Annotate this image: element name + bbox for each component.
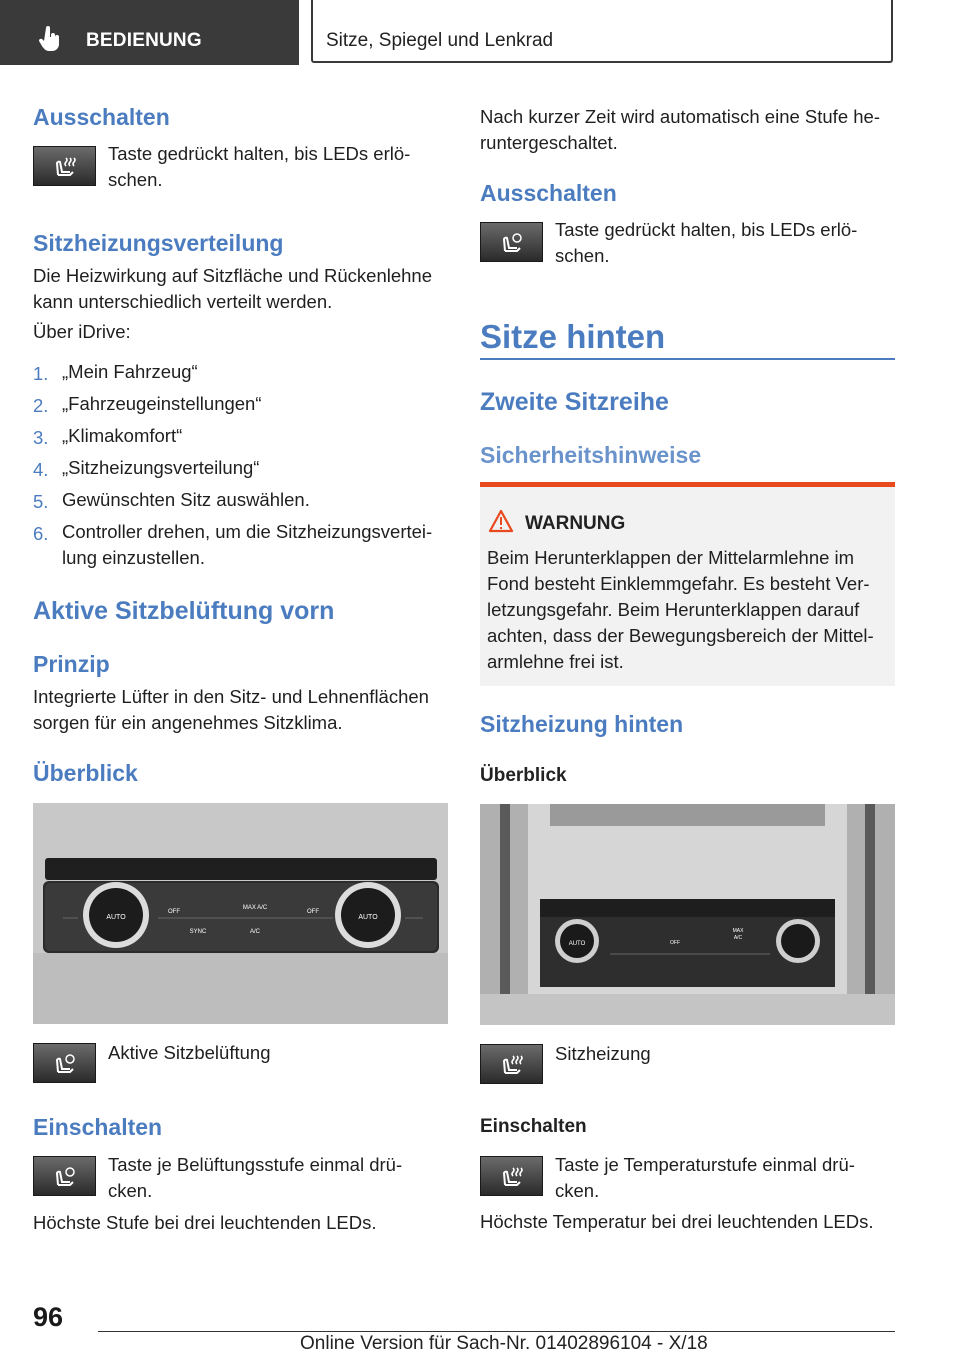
text-line: Controller drehen, um die Sitzheizungsvertei- bbox=[62, 521, 433, 542]
auto-label: AUTO bbox=[568, 941, 586, 947]
seat-heating-button bbox=[480, 1156, 543, 1196]
seat-ventilation-button bbox=[33, 1043, 96, 1083]
warning-text bbox=[487, 545, 892, 675]
text-line: Nach kurzer Zeit wird automatisch eine Stufe he- bbox=[480, 106, 880, 127]
step-text: „Klimakomfort“ bbox=[62, 425, 183, 446]
text-line: armlehne frei ist. bbox=[487, 651, 624, 672]
ausschalten-text bbox=[555, 217, 895, 269]
seat-heat-icon bbox=[52, 155, 78, 179]
seat-heat-icon bbox=[499, 1053, 525, 1077]
step-number: 3. bbox=[33, 427, 49, 448]
heading-ueberblick: Überblick bbox=[33, 760, 138, 786]
off-label: OFF bbox=[307, 909, 319, 915]
text-line: Taste je Belüftungsstufe einmal drü- bbox=[108, 1154, 403, 1175]
seat-heat-icon bbox=[499, 1165, 525, 1189]
rear-panel-illustration bbox=[480, 804, 895, 1025]
text-line: Die Heizwirkung auf Sitzfläche und Rückenlehne bbox=[33, 265, 432, 286]
heading-ausschalten: Ausschalten bbox=[480, 180, 617, 206]
step-number: 4. bbox=[33, 459, 49, 480]
heading-einschalten: Einschalten bbox=[33, 1114, 163, 1140]
page-number: 96 bbox=[33, 1302, 64, 1332]
climate-panel-illustration bbox=[33, 803, 448, 1024]
heading-sicherheitshinweise: Sicherheitshinweise bbox=[480, 442, 702, 468]
auto-label: AUTO bbox=[106, 914, 126, 921]
step-number: 2. bbox=[33, 395, 49, 416]
subheading-einschalten: Einschalten bbox=[480, 1116, 587, 1137]
text-line: sorgen für ein angenehmes Sitzklima. bbox=[33, 712, 343, 733]
seat-ventilation-icon bbox=[52, 1052, 78, 1076]
step-text: Gewünschten Sitz auswählen. bbox=[62, 489, 310, 510]
front-climate-photo bbox=[33, 803, 448, 1024]
seat-ventilation-button bbox=[33, 1156, 96, 1196]
maxac-label: MAX A/C bbox=[242, 905, 268, 911]
off-label: OFF bbox=[670, 940, 680, 946]
step-number: 5. bbox=[33, 491, 49, 512]
heading-sitzheizung-hinten: Sitzheizung hinten bbox=[480, 711, 684, 737]
section-tab bbox=[0, 0, 299, 65]
seat-ventilation-icon bbox=[499, 231, 525, 255]
hand-pointer-icon bbox=[38, 26, 62, 52]
max-label: MAX bbox=[732, 928, 744, 934]
subheading-ueberblick: Überblick bbox=[480, 765, 567, 786]
idrive-text: Über iDrive: bbox=[33, 321, 131, 342]
text-line: schen. bbox=[555, 245, 610, 266]
hoechste-text: Höchste Stufe bei drei leuchtenden LEDs. bbox=[33, 1212, 377, 1233]
auto-label: AUTO bbox=[358, 914, 378, 921]
sync-label: SYNC bbox=[189, 929, 207, 935]
text-line: Taste je Temperaturstufe einmal drü- bbox=[555, 1154, 855, 1175]
prinzip-text bbox=[33, 684, 448, 736]
text-line: cken. bbox=[108, 1180, 153, 1201]
hoechste-text: Höchste Temperatur bei drei leuchtenden LEDs. bbox=[480, 1211, 874, 1232]
heading-rule bbox=[480, 358, 895, 360]
text-line: Taste gedrückt halten, bis LEDs erlö- bbox=[108, 143, 411, 164]
text-line: Fond besteht Einklemmgefahr. Es besteht Ver- bbox=[487, 573, 870, 594]
step-text: „Sitzheizungsverteilung“ bbox=[62, 457, 260, 478]
verteilung-text bbox=[33, 263, 448, 315]
ac-label: A/C bbox=[249, 929, 261, 935]
text-line: Taste gedrückt halten, bis LEDs erlö- bbox=[555, 219, 858, 240]
step-number: 1. bbox=[33, 363, 49, 384]
seat-heating-button bbox=[33, 146, 96, 186]
text-line: Integrierte Lüfter in den Sitz- und Lehnenflächen bbox=[33, 686, 429, 707]
text-line: letzungsgefahr. Beim Herunterklappen darauf bbox=[487, 599, 860, 620]
heading-verteilung: Sitzheizungsverteilung bbox=[33, 230, 284, 256]
einschalten-text bbox=[108, 1152, 448, 1204]
chapter-title: Sitze, Spiegel und Lenkrad bbox=[326, 30, 554, 51]
text-line: schen. bbox=[108, 169, 163, 190]
chapter-tab bbox=[311, 0, 893, 63]
section-label: BEDIENUNG bbox=[86, 30, 202, 51]
text-line: Beim Herunterklappen der Mittelarmlehne im bbox=[487, 547, 855, 568]
ausschalten-text bbox=[108, 141, 448, 193]
text-line: runtergeschaltet. bbox=[480, 132, 618, 153]
caption-belueftung: Aktive Sitzbelüftung bbox=[108, 1042, 271, 1063]
footer-text: Online Version für Sach-Nr. 01402896104 - X/18 bbox=[300, 1333, 708, 1354]
heading-aktive-sitzbelueftung: Aktive Sitzbelüftung vorn bbox=[33, 597, 335, 625]
text-line: lung einzustellen. bbox=[62, 547, 205, 568]
warning-title: WARNUNG bbox=[525, 513, 626, 534]
warning-triangle-icon bbox=[488, 509, 514, 533]
heading-prinzip: Prinzip bbox=[33, 651, 110, 677]
nach-text bbox=[480, 104, 895, 156]
warning-box bbox=[480, 482, 895, 686]
seat-ventilation-button bbox=[480, 222, 543, 262]
text-line: kann unterschiedlich verteilt werden. bbox=[33, 291, 333, 312]
off-label: OFF bbox=[168, 909, 180, 915]
rear-climate-photo bbox=[480, 804, 895, 1025]
caption-sitzheizung: Sitzheizung bbox=[555, 1043, 651, 1064]
text-line: achten, dass der Bewegungsbereich der Mittel- bbox=[487, 625, 874, 646]
ac-label: A/C bbox=[733, 935, 743, 941]
step-text bbox=[62, 519, 448, 571]
step-text: „Mein Fahrzeug“ bbox=[62, 361, 198, 382]
step-number: 6. bbox=[33, 523, 49, 544]
seat-heating-button bbox=[480, 1044, 543, 1084]
footer-rule bbox=[98, 1331, 895, 1332]
heading-ausschalten: Ausschalten bbox=[33, 104, 170, 130]
heading-sitze-hinten: Sitze hinten bbox=[480, 318, 666, 355]
step-text: „Fahrzeugeinstellungen“ bbox=[62, 393, 262, 414]
heading-zweite-sitzreihe: Zweite Sitzreihe bbox=[480, 388, 669, 416]
seat-ventilation-icon bbox=[52, 1165, 78, 1189]
einschalten-text bbox=[555, 1152, 895, 1204]
text-line: cken. bbox=[555, 1180, 600, 1201]
